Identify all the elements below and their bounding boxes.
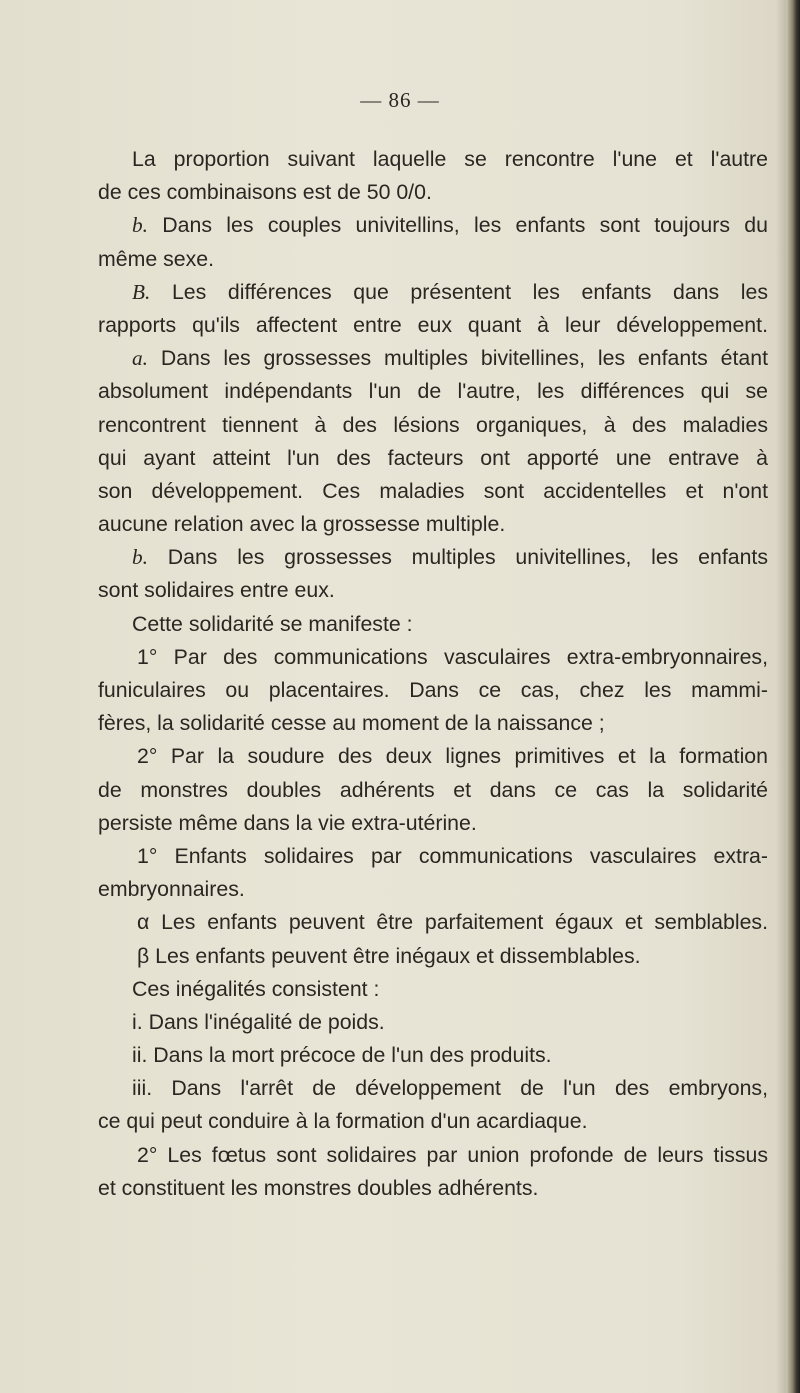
text-line: même sexe.: [98, 246, 214, 271]
text-line: aucune relation avec la grossesse multiple.: [98, 512, 506, 537]
text-line: qui ayant atteint l'un des facteurs ont apporté une entrave à: [98, 445, 768, 470]
body-text: [98, 143, 768, 1205]
text-line: son développement. Ces maladies sont accidentelles et n'ont: [98, 478, 768, 503]
text-line: persiste même dans la vie extra-utérine.: [98, 810, 477, 835]
text-line: fères, la solidarité cesse au moment de la naissance ;: [98, 711, 605, 736]
text-line: absolument indépendants l'un de l'autre, les différences qui se: [98, 379, 768, 404]
item-marker: b.: [132, 213, 148, 238]
text-line: iii. Dans l'arrêt de développement de l'un des embryons,: [132, 1076, 768, 1101]
text-line: b. Dans les couples univitellins, les enfants sont toujours du: [132, 213, 768, 238]
text-line: 2° Les fœtus sont solidaires par union profonde de leurs tissus: [137, 1142, 768, 1167]
text-line: de monstres doubles adhérents et dans ce cas la solidarité: [98, 777, 768, 802]
text-line: i. Dans l'inégalité de poids.: [132, 1009, 385, 1034]
text-line: Cette solidarité se manifeste :: [132, 611, 413, 636]
text-line: α Les enfants peuvent être parfaitement égaux et semblables.: [137, 910, 768, 935]
text-line: ii. Dans la mort précoce de l'un des produits.: [132, 1043, 552, 1068]
text-line: sont solidaires entre eux.: [98, 578, 335, 603]
text-line: et constituent les monstres doubles adhérents.: [98, 1175, 539, 1200]
page-number: — 86 —: [360, 88, 440, 112]
text-line: a. Dans les grossesses multiples bivitellines, les enfants étant: [132, 346, 768, 371]
book-spine-edge: [786, 0, 800, 1393]
text-line: b. Dans les grossesses multiples univitellines, les enfants: [132, 545, 768, 570]
item-marker: a.: [132, 346, 148, 371]
text-line: 2° Par la soudure des deux lignes primitives et la formation: [137, 744, 768, 769]
text-line: embryonnaires.: [98, 877, 245, 902]
text-line: B. Les différences que présentent les enfants dans les: [132, 279, 768, 304]
text-line: β Les enfants peuvent être inégaux et dissemblables.: [137, 943, 641, 968]
item-marker: B.: [132, 279, 151, 304]
text-line: Ces inégalités consistent :: [132, 976, 380, 1001]
text-line: La proportion suivant laquelle se rencontre l'une et l'autre: [132, 147, 768, 171]
text-line: funiculaires ou placentaires. Dans ce cas, chez les mammi-: [98, 678, 768, 702]
text-line: rapports qu'ils affectent entre eux quant à leur développement.: [98, 312, 768, 337]
text-line: rencontrent tiennent à des lésions organiques, à des maladies: [98, 412, 768, 437]
text-line: 1° Enfants solidaires par communications vasculaires extra-: [137, 843, 768, 868]
text-line: ce qui peut conduire à la formation d'un acardiaque.: [98, 1109, 588, 1134]
text-line: de ces combinaisons est de 50 0/0.: [98, 180, 432, 205]
item-marker: b.: [132, 545, 148, 570]
text-line: 1° Par des communications vasculaires extra-embryonnaires,: [137, 644, 768, 669]
spine-shadow: [776, 0, 786, 1393]
